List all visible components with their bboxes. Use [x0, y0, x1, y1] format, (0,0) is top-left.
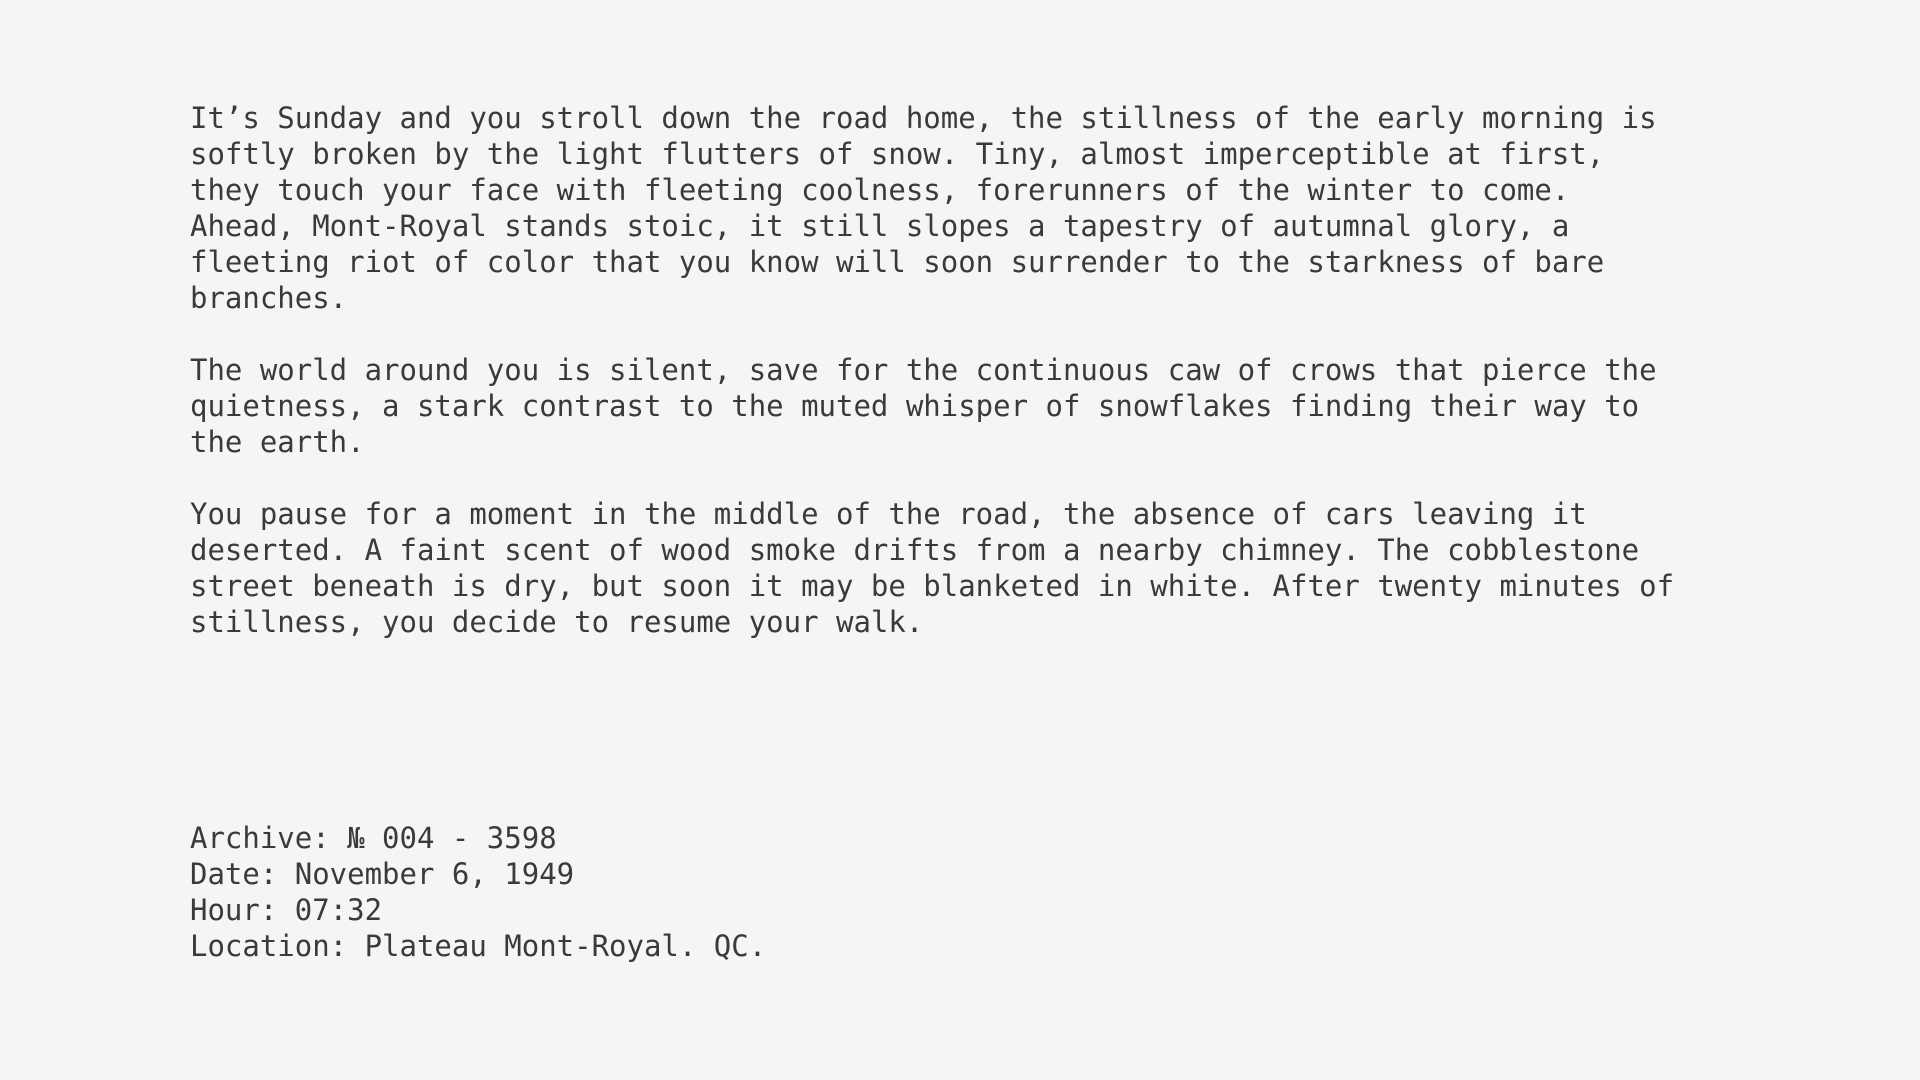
- paragraph-line: the earth.: [190, 425, 365, 459]
- paragraph-line: You pause for a moment in the middle of the road, the absence of cars leaving it: [190, 497, 1587, 531]
- paragraph-line: branches.: [190, 281, 348, 315]
- paragraph-1: [190, 100, 1750, 316]
- archive-number: Archive: № 004 - 3598: [190, 821, 557, 855]
- archive-date: Date: November 6, 1949: [190, 857, 575, 891]
- archive-hour: Hour: 07:32: [190, 893, 383, 927]
- paragraph-line: they touch your face with fleeting coolness, forerunners of the winter to come.: [190, 173, 1570, 207]
- paragraph-2: [190, 352, 1750, 460]
- paragraph-line: fleeting riot of color that you know will soon surrender to the starkness of bare: [190, 245, 1605, 279]
- paragraph-line: The world around you is silent, save for the continuous caw of crows that pierce the: [190, 353, 1657, 387]
- paragraph-line: It’s Sunday and you stroll down the road home, the stillness of the early morning is: [190, 101, 1657, 135]
- paragraph-line: quietness, a stark contrast to the muted whisper of snowflakes finding their way to: [190, 389, 1640, 423]
- archive-metadata: [190, 820, 766, 964]
- paragraph-line: softly broken by the light flutters of snow. Tiny, almost imperceptible at first,: [190, 137, 1605, 171]
- paragraph-line: Ahead, Mont-Royal stands stoic, it still slopes a tapestry of autumnal glory, a: [190, 209, 1570, 243]
- story-text: [190, 100, 1750, 676]
- archive-location: Location: Plateau Mont-Royal. QC.: [190, 929, 767, 963]
- paragraph-3: [190, 496, 1750, 640]
- paragraph-line: street beneath is dry, but soon it may be blanketed in white. After twenty minutes of: [190, 569, 1675, 603]
- paragraph-line: deserted. A faint scent of wood smoke drifts from a nearby chimney. The cobblestone: [190, 533, 1640, 567]
- paragraph-line: stillness, you decide to resume your walk.: [190, 605, 924, 639]
